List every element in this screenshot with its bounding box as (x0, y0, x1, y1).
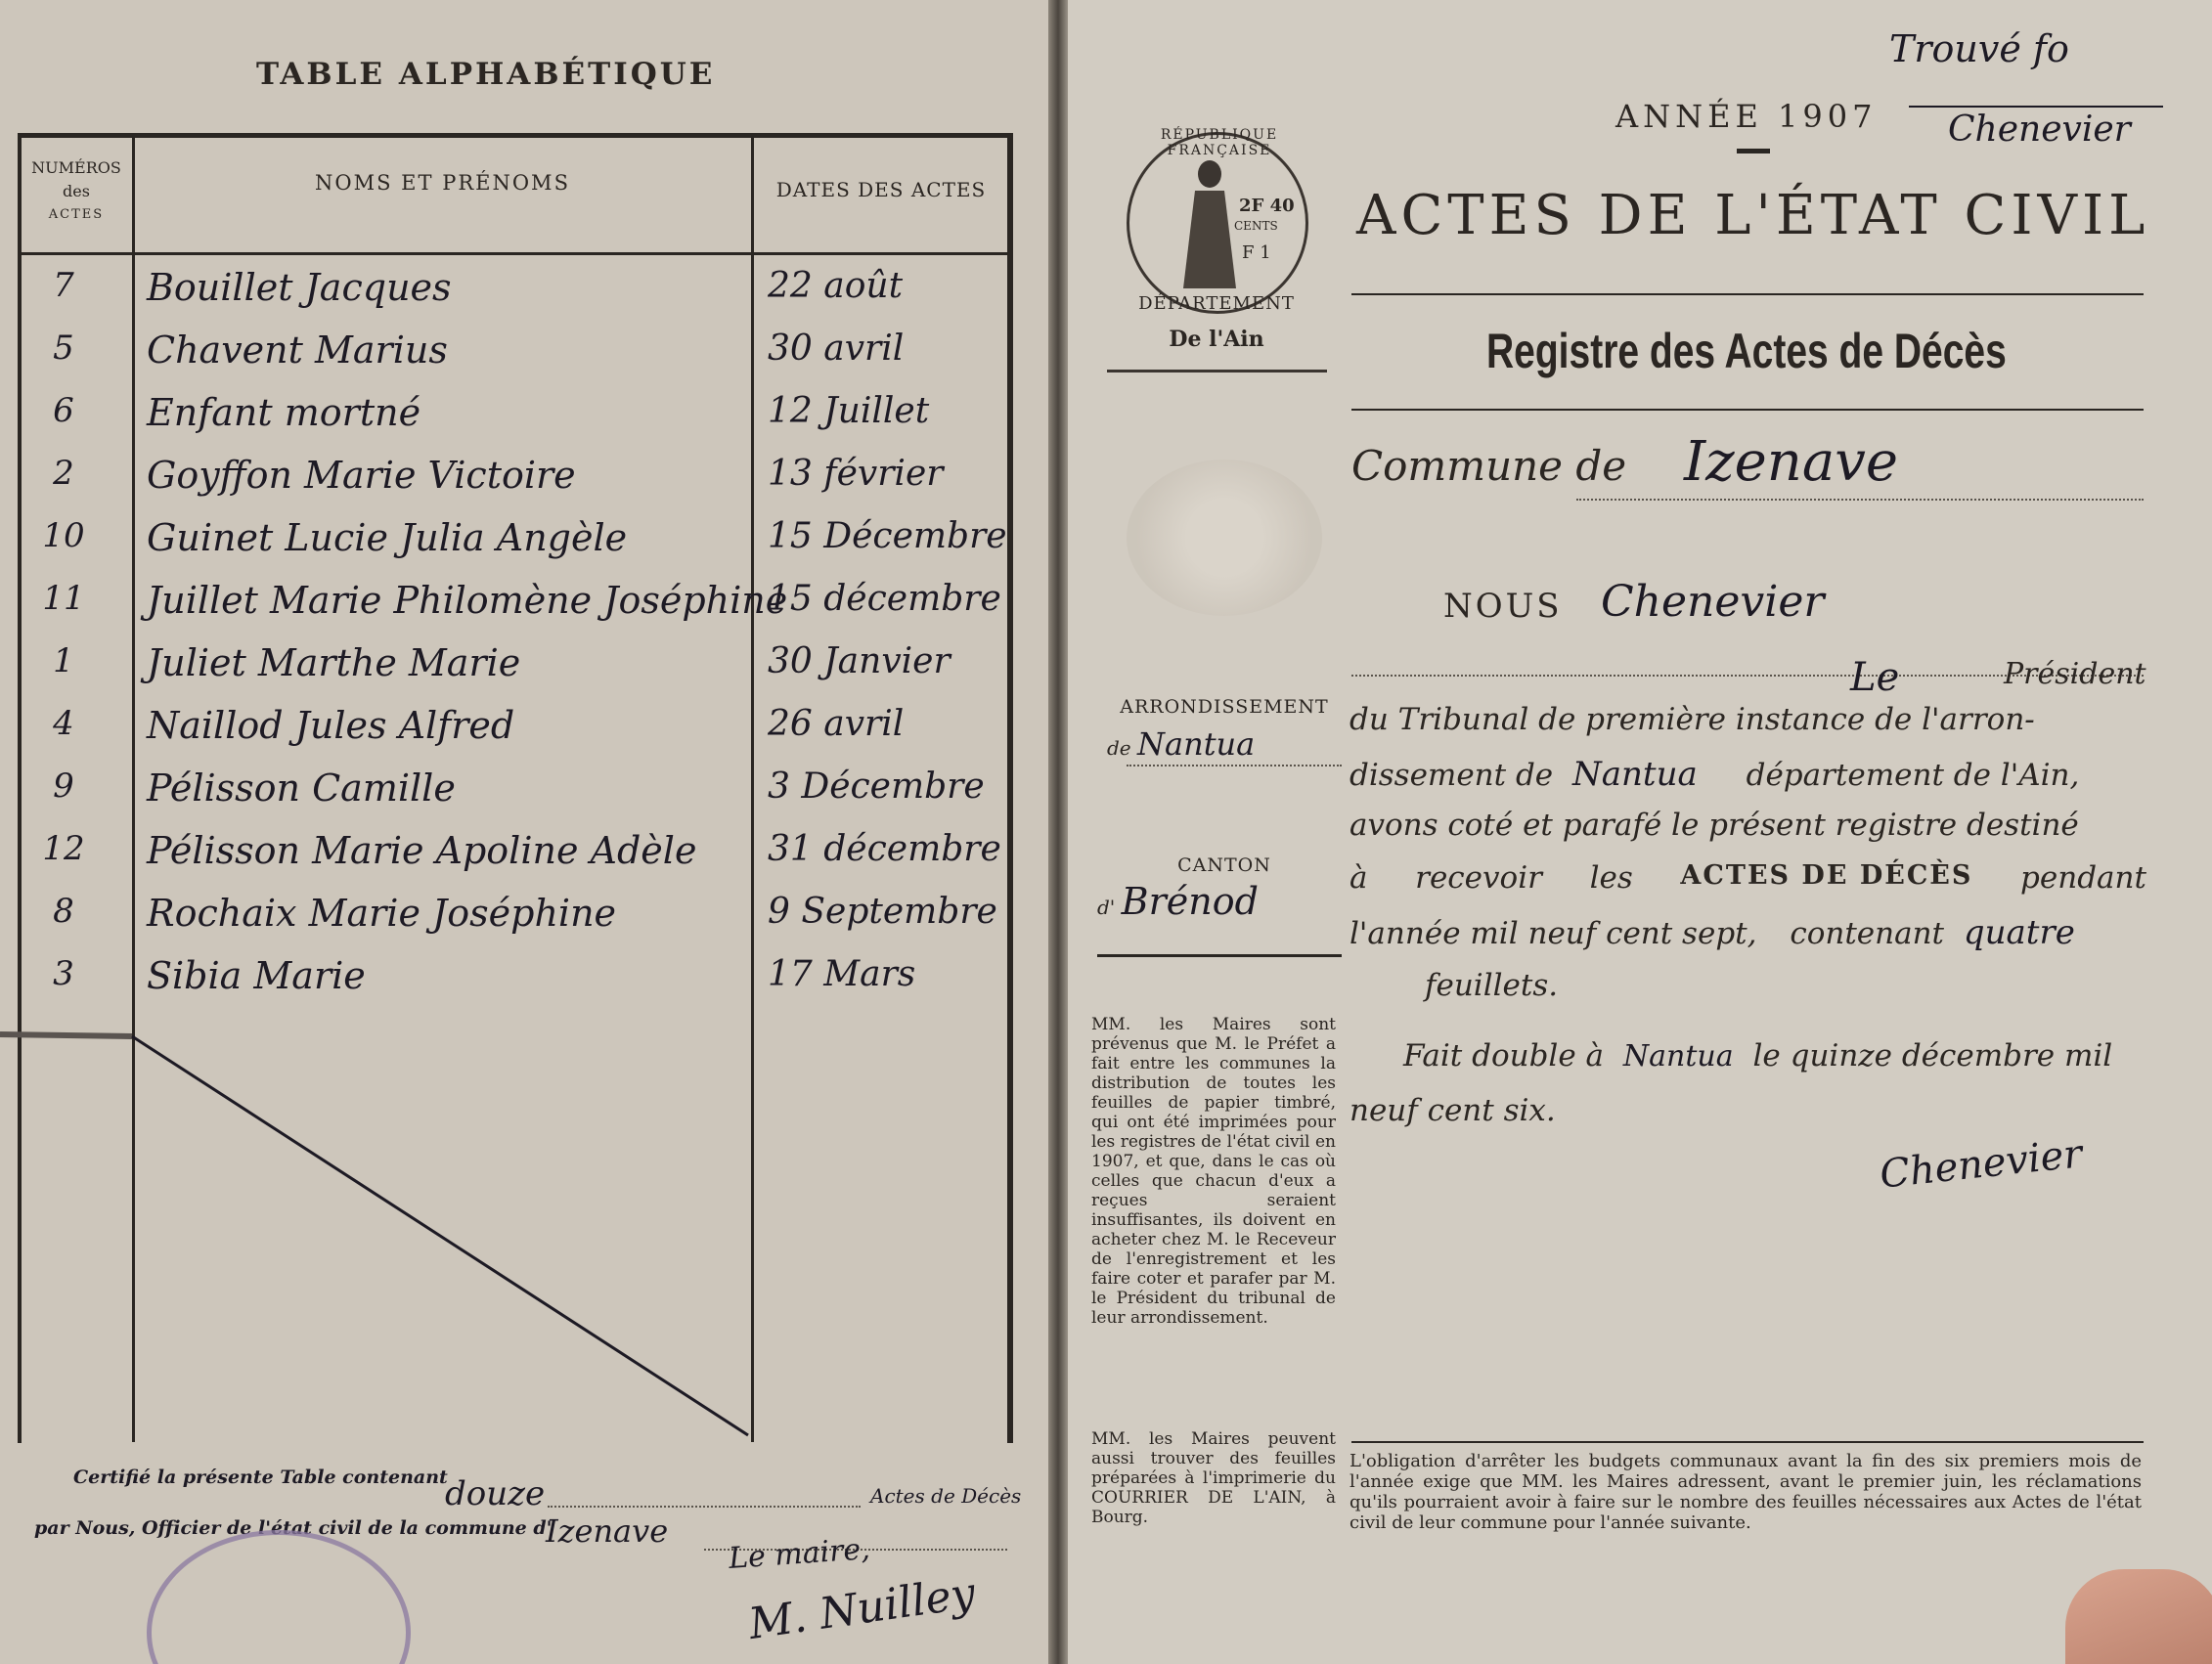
row-number: 8 (53, 892, 74, 931)
budget-notice: L'obligation d'arrêter les budgets communaux avant la fin des six premiers mois de l'année exige que MM. les Maires adressent, avant le premier juin, les réclamations qu'ils pourraient avoir à faire sur le nombre des feuilles nécessaires aux Actes de l'état civil de leur commune pour l'année suivante. (1349, 1451, 2142, 1533)
table-row (0, 766, 985, 825)
subtitle-rule (1351, 409, 2144, 411)
row-name: Pélisson Camille (147, 766, 456, 810)
stamp-dept-label: DÉPARTEMENT (1138, 293, 1295, 314)
footer-rule (1351, 1441, 2144, 1443)
nous-label: NOUS (1443, 587, 1563, 626)
commune-dots (1576, 499, 2144, 501)
annee-heading: ANNÉE 1907 (1615, 98, 1878, 135)
body-line-3: avons coté et parafé le présent registre destiné (1349, 808, 2079, 843)
row-name: Sibia Marie (147, 954, 366, 997)
fait-line: Fait double à Nantua le quinze décembre mil (1403, 1038, 2113, 1073)
body-line-5: l'année mil neuf cent sept, contenant quatre (1349, 913, 2075, 952)
body-line-4: à recevoir les ACTES DE DÉCÈS pendant (1349, 860, 2146, 896)
certification-line: Certifié la présente Table contenant (73, 1467, 448, 1488)
maire-signature: M. Nuilley (745, 1568, 979, 1649)
annee-signature: Chenevier (1948, 109, 2131, 150)
row-date: 31 décembre (768, 829, 1001, 869)
body-line-2: dissement de Nantua département de l'Ain, (1349, 755, 2080, 794)
stamp-value-bottom: F 1 (1242, 242, 1271, 263)
title-rule (1351, 293, 2144, 295)
table-row (0, 391, 978, 450)
header-noms: NOMS ET PRÉNOMS (315, 171, 570, 195)
table-row (0, 892, 997, 950)
prefet-notice: MM. les Maires sont prévenus que M. le Préfet a fait entre les communes la distribution de toutes les feuilles de papier timbré, qui ont été imprimées pour les registres de l'état civil en 1907, et que, dans le cas où celles que chacun d'eux a reçues seraient insuffisantes, ils doivent en acheter chez M. le Receveur de l'enregistrement et les faire coter et parafer par M. le Président du tribunal de leur arrondissement. (1091, 1015, 1336, 1328)
top-handwritten-note: Trouvé fo (1889, 27, 2069, 70)
stamp-wavy-rule (1107, 370, 1327, 372)
row-date: 12 Juillet (768, 391, 930, 431)
row-number: 5 (53, 328, 74, 368)
row-number: 10 (42, 516, 85, 555)
fait-line-2: neuf cent six. (1349, 1093, 1556, 1128)
row-name: Juillet Marie Philomène Joséphine (147, 579, 788, 622)
table-title: TABLE ALPHABÉTIQUE (256, 57, 716, 92)
row-number: 4 (53, 704, 74, 743)
row-number: 3 (53, 954, 74, 993)
table-row (0, 266, 978, 325)
commune-label: Commune de (1351, 442, 1627, 490)
table-top-border (18, 133, 1013, 138)
commune-name: Izenave (1684, 430, 1898, 494)
header-underline (22, 252, 1007, 255)
table-row (0, 829, 1001, 888)
row-date: 26 avril (768, 704, 905, 744)
right-page (1068, 0, 2212, 1664)
arrondissement-dots (1127, 765, 1342, 766)
row-date: 22 août (768, 266, 904, 306)
row-date: 9 Septembre (768, 892, 997, 932)
mairie-stamp-icon (147, 1530, 411, 1664)
certification-count: douze (445, 1474, 546, 1513)
row-date: 13 février (768, 454, 944, 494)
courrier-notice: MM. les Maires peuvent aussi trouver des feuilles préparées à l'imprimerie du COURRIER DE L'AIN, à Bourg. (1091, 1429, 1336, 1527)
row-name: Rochaix Marie Joséphine (147, 892, 617, 935)
certification-suffix: Actes de Décès (870, 1484, 1022, 1508)
thumb (2065, 1569, 2212, 1664)
president-title-handwritten: Le (1850, 655, 1900, 700)
header-numeros: NUMÉROS des ACTES (31, 158, 121, 222)
header-dates: DATES DES ACTES (775, 178, 987, 201)
president-signature: Chenevier (1878, 1131, 2085, 1198)
stamp-dept-name: De l'Ain (1169, 327, 1264, 352)
row-date: 3 Décembre (768, 766, 985, 807)
row-number: 9 (53, 766, 74, 806)
annee-signature-underline (1909, 106, 2163, 108)
row-number: 2 (53, 454, 74, 493)
table-row (0, 641, 978, 700)
row-date: 30 Janvier (768, 641, 951, 681)
row-number: 12 (42, 829, 85, 868)
row-name: Enfant mortné (147, 391, 421, 434)
row-date: 30 avril (768, 328, 905, 369)
left-page (0, 0, 1048, 1664)
canton-field: d' Brénod (1097, 880, 1259, 923)
certification-dots (548, 1506, 861, 1508)
table-row (0, 454, 978, 512)
table-row (0, 516, 1007, 575)
row-name: Juliet Marthe Marie (147, 641, 521, 684)
row-number: 7 (53, 266, 74, 305)
maire-label: Le maire, (727, 1531, 871, 1577)
canton-label: CANTON (1177, 854, 1271, 876)
annee-ornament (1737, 149, 1770, 153)
president-label: Président (2004, 657, 2146, 691)
row-date: 15 décembre (768, 579, 1001, 619)
nous-name: Chenevier (1601, 577, 1825, 627)
row-name: Chavent Marius (147, 328, 448, 372)
arrondissement-label: ARRONDISSEMENT (1120, 696, 1329, 718)
officer-commune: Izenave (546, 1512, 669, 1550)
row-number: 6 (53, 391, 74, 430)
table-row (0, 954, 978, 1013)
row-name: Pélisson Marie Apoline Adèle (147, 829, 697, 872)
row-date: 15 Décembre (768, 516, 1007, 556)
row-number: 11 (42, 579, 85, 618)
stamp-value-mid: CENTS (1234, 219, 1278, 233)
main-title: ACTES DE L'ÉTAT CIVIL (1356, 184, 2150, 247)
book-gutter (1048, 0, 1068, 1664)
row-number: 1 (53, 641, 74, 680)
closing-diagonal (0, 1017, 1048, 1467)
registre-subtitle: Registre des Actes de Décès (1486, 324, 2007, 378)
body-line-6: feuillets. (1425, 968, 1559, 1003)
stamp-ring-text: RÉPUBLIQUE FRANÇAISE (1160, 127, 1279, 158)
table-row (0, 704, 978, 763)
row-date: 17 Mars (768, 954, 916, 994)
stamp-value-top: 2F 40 (1239, 196, 1295, 216)
row-name: Guinet Lucie Julia Angèle (147, 516, 628, 559)
officer-line: par Nous, Officier de l'état civil de la commune d' (34, 1517, 553, 1539)
canton-rule (1097, 954, 1342, 957)
row-name: Goyffon Marie Victoire (147, 454, 576, 497)
row-name: Bouillet Jacques (147, 266, 452, 309)
arrondissement-field: de Nantua (1107, 725, 1256, 763)
row-name: Naillod Jules Alfred (147, 704, 515, 747)
body-line-1: du Tribunal de première instance de l'arron- (1349, 702, 2035, 737)
marianne-figure-icon (1175, 156, 1244, 293)
table-row (0, 328, 978, 387)
table-row (0, 579, 1001, 637)
embossed-seal-icon (1127, 460, 1322, 616)
